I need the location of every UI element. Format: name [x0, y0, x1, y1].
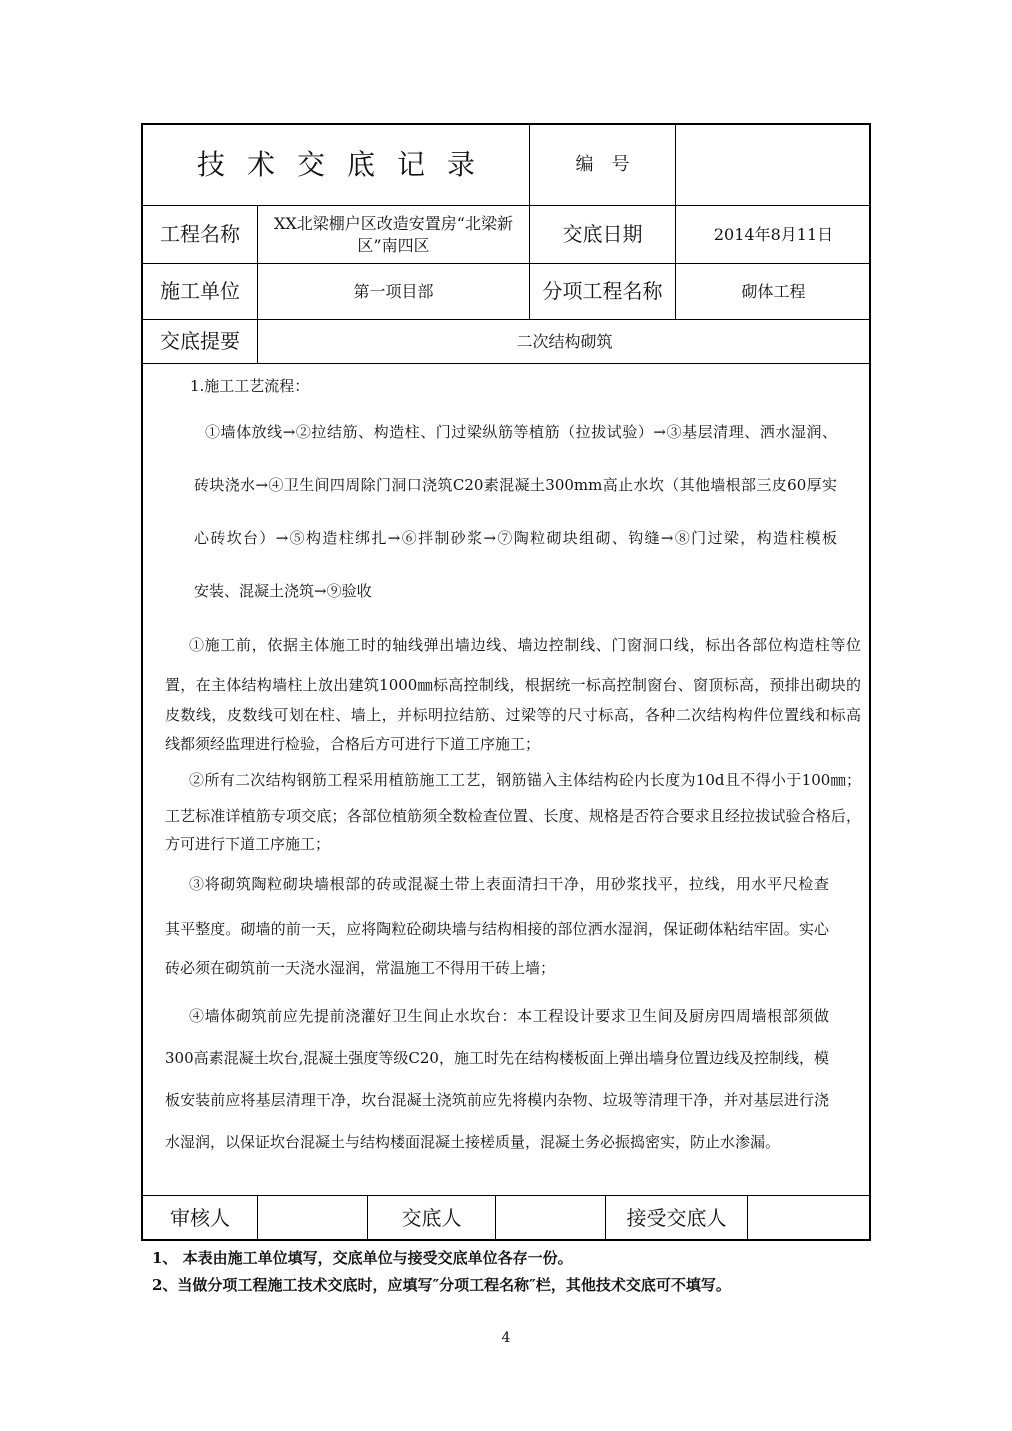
discloser-value	[496, 1196, 605, 1241]
project-name-label: 工程名称	[160, 222, 240, 246]
paragraph-line: 工艺标准详植筋专项交底；各部位植筋须全数检查位置、长度、规格是否符合要求且经拉拔试验合格后，	[165, 807, 861, 825]
number-value	[676, 125, 871, 205]
flow-line: ①墙体放线→②拉结筋、构造柱、门过梁纵筋等植筋（拉拔试验）→③基层清理、洒水湿润、	[205, 423, 837, 441]
discloser-label: 交底人	[401, 1206, 462, 1230]
paragraph-line: 其平整度。砌墙的前一天，应将陶粒砼砌块墙与结构相接的部位洒水湿润，保证砌体粘结牢固。实心	[165, 920, 829, 938]
number-label: 编 号	[575, 153, 630, 175]
paragraph-line: 线都须经监理进行检验，合格后方可进行下道工序施工；	[165, 735, 541, 753]
paragraph-line: 置，在主体结构墙柱上放出建筑1000㎜标高控制线，根据统一标高控制窗台、窗顶标高，预排出砌块的	[165, 676, 861, 694]
row-divider	[143, 363, 869, 364]
paragraph-line: ③将砌筑陶粒砌块墙根部的砖或混凝土带上表面清扫干净，用砂浆找平，拉线，用水平尺检查	[189, 875, 829, 893]
page-title: 技术交底记录	[196, 148, 497, 182]
project-name-value: XX北梁棚户区改造安置房“北梁新区”南四区	[274, 213, 513, 255]
footnote: 2、当做分项工程施工技术交底时，应填写″分项工程名称″栏，其他技术交底可不填写。	[152, 1276, 731, 1294]
subproject-name-label: 分项工程名称	[542, 279, 663, 303]
construction-unit-value: 第一项目部	[353, 281, 434, 301]
content-heading: 1.施工工艺流程：	[190, 377, 310, 395]
disclosure-date-label: 交底日期	[562, 222, 643, 246]
paragraph-line: 水湿润，以保证坎台混凝土与结构楼面混凝土接槎质量，混凝土务必振捣密实，防止水渗漏。	[165, 1133, 781, 1151]
paragraph-line: ④墙体砌筑前应先提前浇灌好卫生间止水坎台：本工程设计要求卫生间及厨房四周墙根部须做	[189, 1007, 829, 1025]
flow-line: 砖块浇水→④卫生间四周除门洞口浇筑C20素混凝土300mm高止水坎（其他墙根部三皮60厚实	[194, 476, 837, 494]
paragraph-line: 板安装前应将基层清理干净，坎台混凝土浇筑前应先将模内杂物、垃圾等清理干净，并对基层进行浇	[165, 1091, 829, 1109]
reviewer-label: 审核人	[170, 1206, 230, 1230]
paragraph-line: 300高素混凝土坎台,混凝土强度等级C20，施工时先在结构楼板面上弹出墙身位置边线及控制线，模	[165, 1049, 829, 1067]
page-number: 4	[501, 1330, 511, 1346]
summary-value: 二次结构砌筑	[516, 331, 613, 351]
footnote: 1、 本表由施工单位填写，交底单位与接受交底单位各存一份。	[152, 1249, 573, 1267]
construction-unit-label: 施工单位	[160, 279, 240, 303]
disclosure-date-value: 2014年8月11日	[713, 224, 834, 244]
flow-line: 安装、混凝土浇筑→⑨验收	[194, 582, 372, 600]
paragraph-line: ①施工前，依据主体施工时的轴线弹出墙边线、墙边控制线、门窗洞口线，标出各部位构造柱等位	[189, 636, 861, 654]
disclosure-record-table	[141, 123, 871, 1241]
receiver-value	[748, 1196, 871, 1241]
footnotes	[152, 1247, 731, 1301]
paragraph-line: 皮数线，皮数线可划在柱、墙上，并标明拉结筋、过梁等的尺寸标高，各种二次结构构件位置线和标高	[165, 706, 861, 724]
receiver-label: 接受交底人	[626, 1206, 727, 1230]
summary-label: 交底提要	[160, 329, 240, 353]
flow-line: 心砖坎台）→⑤构造柱绑扎→⑥拌制砂浆→⑦陶粒砌块组砌、钩缝→⑧门过梁，构造柱模板	[194, 529, 837, 547]
subproject-name-value: 砌体工程	[741, 281, 806, 301]
paragraph-line: ②所有二次结构钢筋工程采用植筋施工工艺，钢筋锚入主体结构砼内长度为10d且不得小于100㎜；	[189, 771, 861, 789]
paragraph-line: 砖必须在砌筑前一天浇水湿润，常温施工不得用干砖上墙；	[165, 959, 556, 977]
reviewer-value	[258, 1196, 367, 1241]
paragraph-line: 方可进行下道工序施工；	[165, 835, 331, 853]
